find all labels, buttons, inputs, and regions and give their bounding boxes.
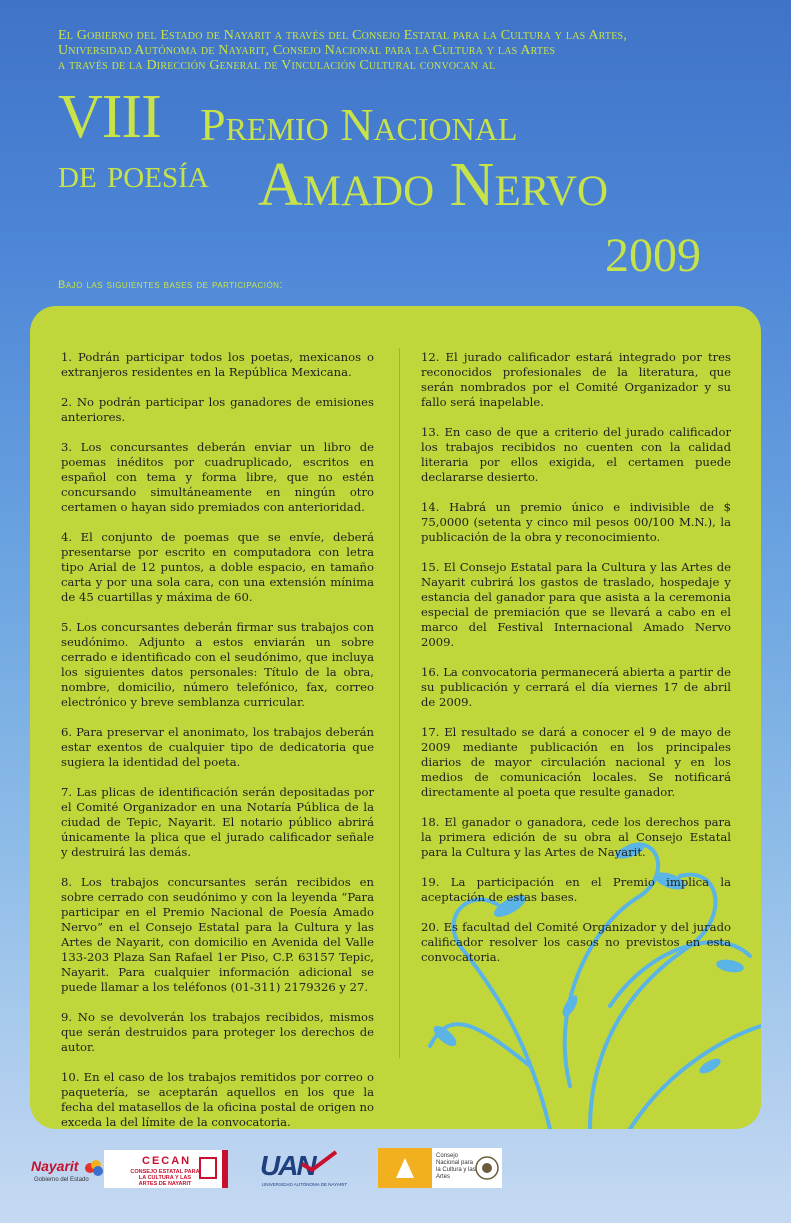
nayarit-logo-text: Nayarit	[31, 1158, 79, 1174]
uan-logo-text: UAN	[260, 1150, 315, 1181]
cecan-logo	[104, 1150, 228, 1188]
clause-18: 18. El ganador o ganadora, cede los derechos para la primera edición de su obra al Consejo Estatal para la Cultura y las Artes de Nayarit.	[421, 815, 731, 859]
clause-3: 3. Los concursantes deberán enviar un libro de poemas inéditos por cuadruplicado, escritos en español con tema y forma libre, que no estén concursando simultáneamente en ningún otro certamen o hayan sido premiados con anterioridad.	[61, 440, 374, 514]
clause-19: 19. La participación en el Premio implica la aceptación de estas bases.	[421, 875, 731, 904]
clause-20: 20. Es facultad del Comité Organizador y del jurado calificador resolver los casos no previstos en esta convocatoria.	[421, 920, 731, 964]
title-de-poesia: de poesía	[58, 151, 209, 197]
title-name: Amado Nervo	[258, 151, 609, 219]
clause-8: 8. Los trabajos concursantes serán recibidos en sobre cerrado con seudónimo y con la leyenda “Para participar en el Premio Nacional de Poesía Amado Nervo” en el Consejo Estatal para la Cultura y las Artes de Nayarit, con domicilio en Avenida del Valle 133-203 Plaza San Rafael 1er Piso, C.P. 63157 Tepic, Nayarit. Para cualquier información adicional se puede llamar a los teléfonos (01-311) 2179326 y 27.	[61, 875, 374, 994]
uan-logo	[258, 1148, 348, 1190]
title-ordinal: VIII	[58, 83, 161, 151]
nayarit-logo-subtitle: Gobierno del Estado	[34, 1177, 89, 1183]
clause-14: 14. Habrá un premio único e indivisible de $ 75,0000 (setenta y cinco mil pesos 00/100 M.N.), la publicación de la obra y reconocimiento.	[421, 500, 731, 544]
uan-checkmark-icon	[298, 1150, 338, 1172]
column-divider	[399, 348, 400, 1058]
clause-1: 1. Podrán participar todos los poetas, mexicanos o extranjeros residentes en la República Mexicana.	[61, 350, 374, 379]
intro-line-2: Universidad Autónoma de Nayarit, Consejo Nacional para la Cultura y las Artes	[58, 43, 556, 58]
conaculta-mark	[378, 1148, 432, 1188]
clause-10: 10. En el caso de los trabajos remitidos por correo o paquetería, se aceptarán aquellos en los que la fecha del matasellos de la oficina postal de origen no exceda la del límite de la convocatoria.	[61, 1070, 374, 1129]
content-panel	[30, 306, 761, 1129]
cecan-title: CECAN	[142, 1155, 192, 1167]
clause-15: 15. El Consejo Estatal para la Cultura y las Artes de Nayarit cubrirá los gastos de traslado, hospedaje y estancia del ganador para que asista a la ceremonia especial de premiación que se llevará a cabo en el marco del Festival Internacional Amado Nervo 2009.	[421, 560, 731, 649]
clause-7: 7. Las plicas de identificación serán depositadas por el Comité Organizador en una Notaría Pública de la ciudad de Tepic, Nayarit. El notario público abrirá únicamente la plica que el jurado calificador señale y destruirá las demás.	[61, 785, 374, 859]
nayarit-emblem-icon	[84, 1158, 104, 1178]
cecan-seal-icon	[198, 1156, 218, 1180]
clauses-right-column	[421, 350, 731, 980]
clause-17: 17. El resultado se dará a conocer el 9 de mayo de 2009 mediante publicación en los principales diarios de mayor circulación nacional y en los medios de comunicación locales. Se notificará directamente al poeta que resulte ganador.	[421, 725, 731, 799]
clause-5: 5. Los concursantes deberán firmar sus trabajos con seudónimo. Adjunto a estos enviarán un sobre cerrado e identificado con el seudónimo, que incluya los siguientes datos personales: Título de la obra, nombre, domicilio, número telefónico, fax, correo electrónico y breve semblanza curricular.	[61, 620, 374, 709]
clauses-left-column	[61, 350, 374, 1129]
conaculta-text: Consejo Nacional para la Cultura y las Artes	[436, 1153, 476, 1180]
title-year: 2009	[605, 229, 701, 282]
uan-subtitle: UNIVERSIDAD AUTÓNOMA DE NAYARIT	[262, 1182, 348, 1187]
title-premio: Premio Nacional	[200, 99, 518, 150]
sponsor-footer	[0, 1140, 791, 1200]
conaculta-logo	[378, 1148, 502, 1188]
clause-9: 9. No se devolverán los trabajos recibidos, mismos que serán destruidos para proteger los derechos de autor.	[61, 1010, 374, 1054]
nayarit-logo	[28, 1150, 104, 1188]
clause-16: 16. La convocatoria permanecerá abierta a partir de su publicación y cerrará el día viernes 17 de abril de 2009.	[421, 665, 731, 709]
intro-line-1: El Gobierno del Estado de Nayarit a través del Consejo Estatal para la Cultura y las Artes,	[58, 28, 627, 43]
mexico-coat-of-arms-icon	[474, 1154, 500, 1182]
clause-6: 6. Para preservar el anonimato, los trabajos deberán estar exentos de cualquier tipo de dedicatoria que sugiera la identidad del poeta.	[61, 725, 374, 769]
clause-4: 4. El conjunto de poemas que se envíe, deberá presentarse por escrito en computadora con letra tipo Arial de 12 puntos, a doble espacio, en tamaño carta y por una sola cara, con una extensión mínima de 45 cuartillas y máxima de 60.	[61, 530, 374, 604]
clause-2: 2. No podrán participar los ganadores de emisiones anteriores.	[61, 395, 374, 424]
cecan-subtitle: CONSEJO ESTATAL PARA LA CULTURA Y LAS ARTES DE NAYARIT	[130, 1169, 200, 1187]
conaculta-symbol-icon	[378, 1148, 432, 1188]
bases-heading: Bajo las siguientes bases de participación:	[58, 279, 283, 291]
clause-12: 12. El jurado calificador estará integrado por tres reconocidos profesionales de la literatura, que serán nombrados por el Comité Organizador y su fallo será inapelable.	[421, 350, 731, 409]
intro-line-3: a través de la Dirección General de Vinculación Cultural convocan al	[58, 58, 496, 73]
clause-13: 13. En caso de que a criterio del jurado calificador los trabajos recibidos no cuenten con la calidad literaria por ellos exigida, el certamen puede declararse desierto.	[421, 425, 731, 484]
